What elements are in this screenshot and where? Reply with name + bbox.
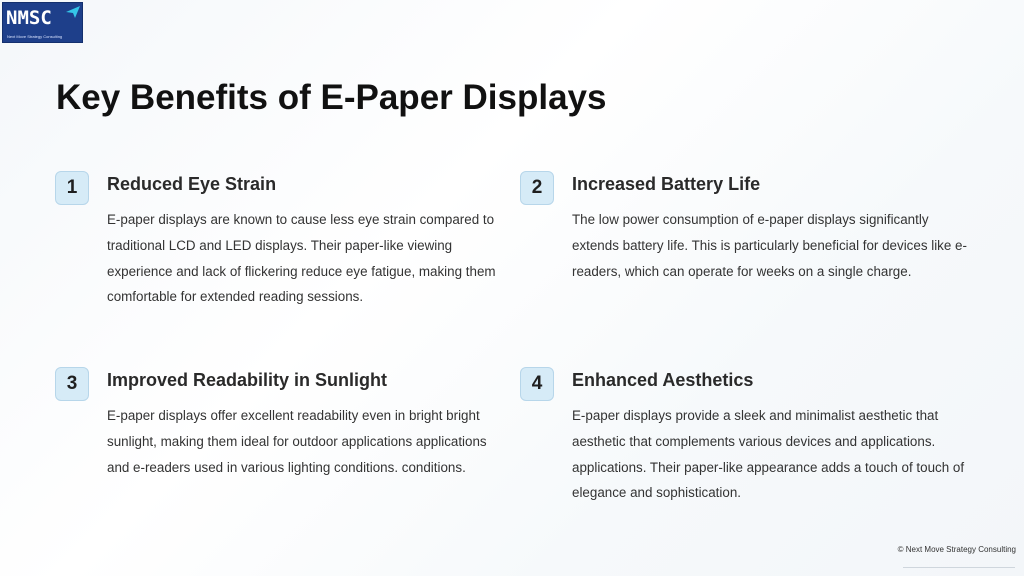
slide-title: Key Benefits of E-Paper Displays [56, 78, 607, 117]
benefit-title: Improved Readability in Sunlight [107, 370, 388, 390]
benefit-description: E-paper displays provide a sleek and minimalist aesthetic that aesthetic that complements various devices and applications. applications. Their paper-like appearance adds a touch of touch of elegance and sophistication. [572, 408, 965, 501]
benefit-description: The low power consumption of e-paper displays significantly extends battery life. This is particularly beneficial for devices like e-readers, which can operate for weeks on a single charge. [572, 212, 967, 279]
benefit-title: Enhanced Aesthetics [572, 370, 754, 390]
benefit-description: E-paper displays are known to cause less eye strain compared to traditional LCD and LED displays. Their paper-like viewing experience and lack of flickering reduce eye fatigue, making them comfortable for extended reading sessions. [107, 212, 496, 305]
benefit-number-badge: 2 [520, 171, 554, 205]
logo-tagline: Next Move Strategy Consulting [7, 34, 63, 39]
copyright-footer: © Next Move Strategy Consulting [897, 545, 1016, 554]
benefit-description: E-paper displays offer excellent readability even in bright bright sunlight, making them ideal for outdoor applications applications and e-readers used in various lighting conditions. conditions. [107, 408, 487, 475]
benefit-number-badge: 4 [520, 367, 554, 401]
benefit-number-badge: 1 [55, 171, 89, 205]
benefit-title: Increased Battery Life [572, 174, 761, 194]
footer-divider [903, 567, 1015, 568]
benefit-number-badge: 3 [55, 367, 89, 401]
logo-text: NMSC [6, 7, 52, 29]
paper-plane-icon [66, 6, 80, 18]
benefit-title: Reduced Eye Strain [107, 174, 277, 194]
company-logo [2, 2, 83, 43]
